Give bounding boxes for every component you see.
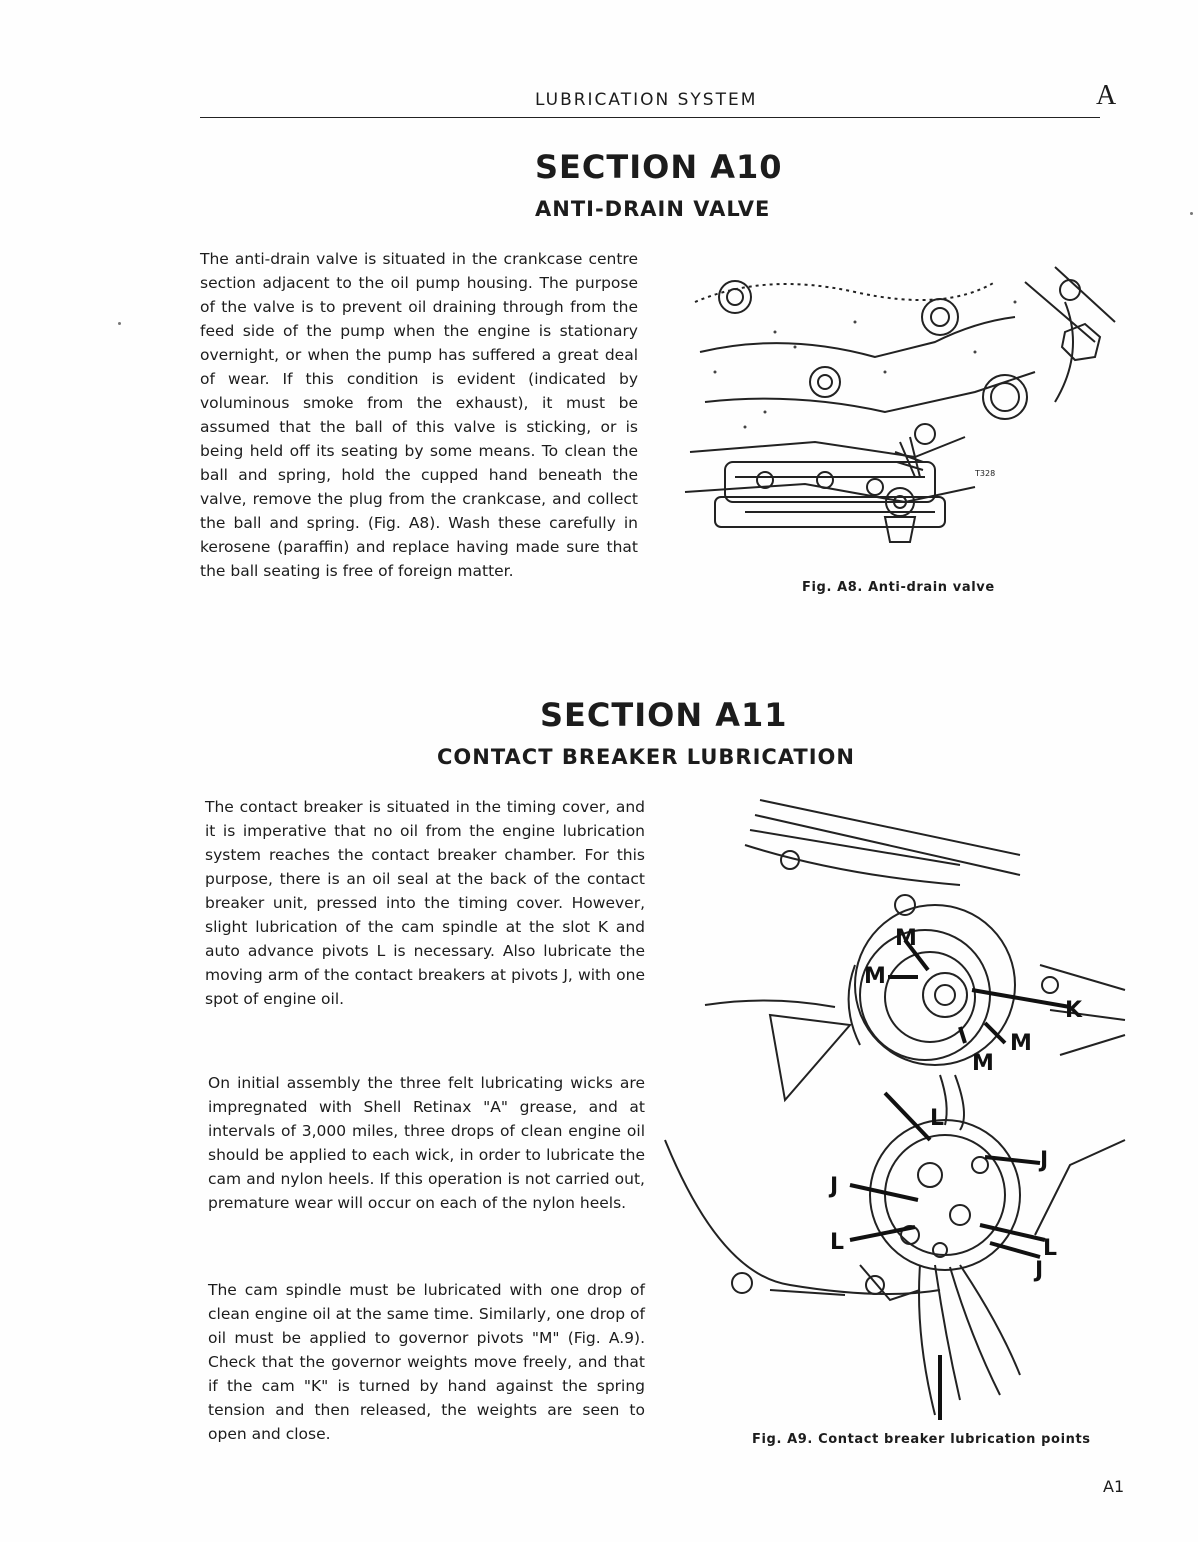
section-a11-subtitle: CONTACT BREAKER LUBRICATION xyxy=(437,745,855,769)
section-a10-subtitle: ANTI-DRAIN VALVE xyxy=(535,197,771,221)
label-j-left: J xyxy=(830,1174,839,1199)
contact-breaker-figure xyxy=(660,795,1130,1425)
section-a11-title: SECTION A11 xyxy=(540,696,788,734)
section-a11-paragraph-3: The cam spindle must be lubricated with one drop of clean engine oil at the same time. Similarly, one drop of oil must be applied to governor pivots "M" (Fig. A.9). Check that the governor weights move freely, and that if the cam "K" is turned by hand against the spring tension and then released, the weights are seen to open and close. xyxy=(208,1281,645,1443)
label-l-left: L xyxy=(830,1230,845,1255)
label-j-lower: J xyxy=(1035,1258,1044,1283)
section-a11-paragraph-1: The contact breaker is situated in the timing cover, and it is imperative that no oil from the engine lubrication system reaches the contact breaker chamber. For this purpose, there is an oil seal at the back of the contact breaker unit, pressed into the timing cover. However, slight lubrication of the cam spindle at the slot K and auto advance pivots L is necessary. Also lubricate the moving arm of the contact breakers at pivots J, with one spot of engine oil. xyxy=(205,798,645,1008)
page-number: A1 xyxy=(1103,1477,1125,1496)
label-m-right: M xyxy=(1010,1031,1032,1056)
running-header-title: LUBRICATION SYSTEM xyxy=(535,90,758,110)
figure-ref-t328: T328 xyxy=(975,469,996,478)
label-k: K xyxy=(1065,998,1083,1023)
label-m-left: M xyxy=(864,964,886,989)
section-a10-body: The anti-drain valve is situated in the crankcase centre section adjacent to the oil pump housing. The purpose of the valve is to prevent oil draining through from the feed side of the pump when the engine is stationary overnight, or when the pump has suffered a great deal of wear. If this condition is evident (indicated by voluminous smoke from the exhaust), it must be assumed that the ball of this valve is sticking, or is being held off its seating by some means. To clean the ball and spring, hold the cupped hand beneath the valve, remove the plug from the crankcase, and collect the ball and spring. (Fig. A8). Wash these carefully in kerosene (paraffin) and replace having made sure that the ball seating is free of foreign matter. xyxy=(200,250,638,580)
label-l-right: L xyxy=(1043,1236,1058,1261)
label-m-lower: M xyxy=(972,1051,994,1076)
header-rule xyxy=(200,117,1100,118)
scan-speck xyxy=(1190,212,1193,215)
scan-speck xyxy=(118,322,121,325)
figure-a9-caption: Fig. A9. Contact breaker lubrication points xyxy=(752,1432,1091,1447)
section-a10-title: SECTION A10 xyxy=(535,148,783,186)
section-a11-paragraph-2: On initial assembly the three felt lubricating wicks are impregnated with Shell Retinax "A" grease, and at intervals of 3,000 miles, three drops of clean engine oil should be applied to each wick, in order to lubricate the cam and nylon heels. If this operation is not carried out, premature wear will occur on each of the nylon heels. xyxy=(208,1074,645,1212)
figure-a8-caption: Fig. A8. Anti-drain valve xyxy=(802,580,995,595)
section-letter: A xyxy=(1096,80,1117,111)
label-j-right: J xyxy=(1040,1148,1049,1173)
label-m-upper: M xyxy=(895,926,917,951)
anti-drain-valve-figure xyxy=(675,262,1130,567)
label-l-upper: L xyxy=(930,1106,945,1131)
